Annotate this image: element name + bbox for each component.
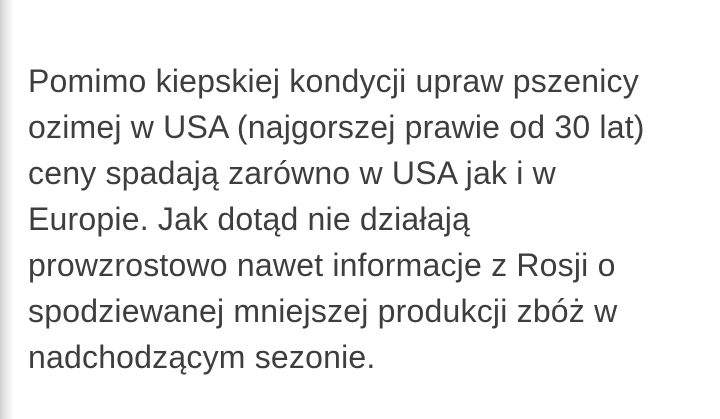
paragraph-line: prowzrostowo nawet informacje z Rosji o — [28, 247, 616, 283]
article-paragraph — [28, 58, 704, 380]
paragraph-line: Europie. Jak dotąd nie działają — [28, 201, 471, 237]
paragraph-line: nadchodzącym sezonie. — [28, 339, 376, 375]
page-edge-shadow-left — [0, 0, 14, 419]
paragraph-line: spodziewanej mniejszej produkcji zbóż w — [28, 293, 618, 329]
paragraph-line: Pomimo kiepskiej kondycji upraw pszenicy — [28, 63, 639, 99]
paragraph-line: ceny spadają zarówno w USA jak i w — [28, 155, 556, 191]
paragraph-line: ozimej w USA (najgorszej prawie od 30 lat) — [28, 109, 645, 145]
